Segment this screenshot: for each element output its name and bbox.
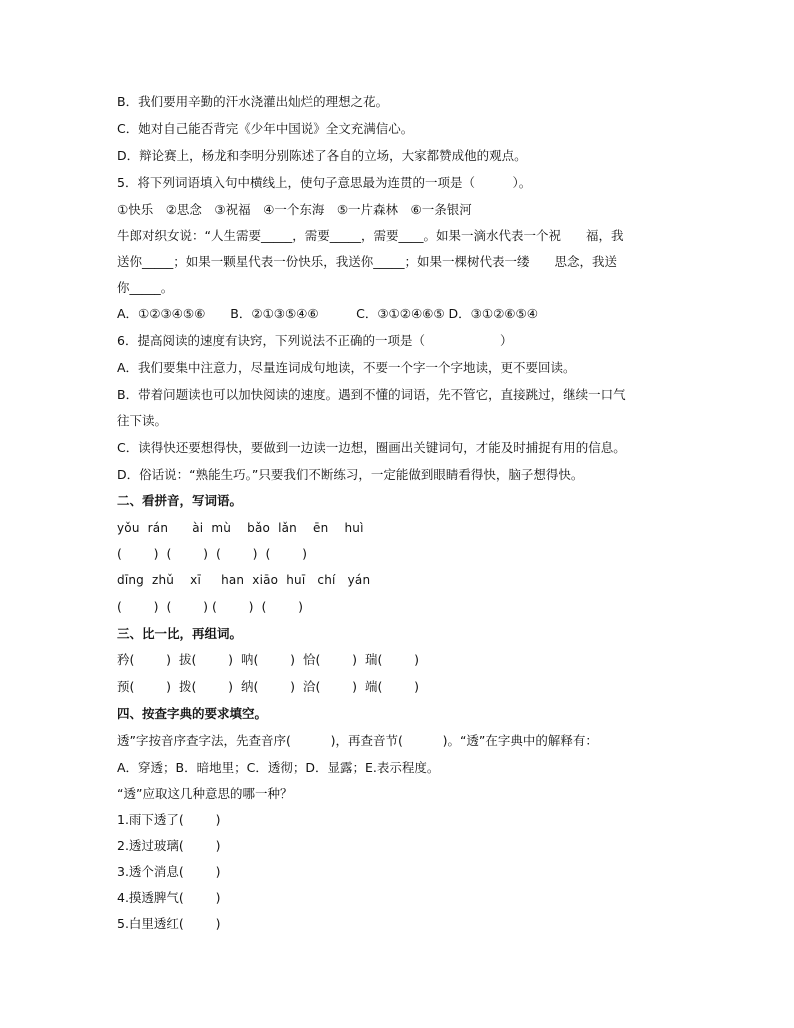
- q6-option-d: D．俗话说：“熟能生巧。”只要我们不断练习，一定能做到眼睛看得快，脑子想得快。: [117, 467, 584, 482]
- q5-passage-line-1: 牛郎对织女说：“人生需要_____，需要_____，需要____。如果一滴水代表一个祝 福，我: [117, 228, 624, 243]
- section-4-title: 四、按查字典的要求填空。: [117, 706, 268, 721]
- compare-row-1: 矜( ) 拔( ) 呐( ) 恰( ) 瑞( ): [117, 652, 419, 667]
- dictionary-question: “透”应取这几种意思的哪一种？: [117, 786, 293, 801]
- dictionary-instruction: 透”字按音序查字法，先查音序( )，再查音节( )。“透”在字典中的解释有：: [117, 733, 598, 748]
- q4-option-d: D．辩论赛上，杨龙和李明分别陈述了各自的立场，大家都赞成他的观点。: [117, 148, 527, 163]
- dictionary-meanings: A．穿透；B．暗地里；C．透彻；D．显露；E.表示程度。: [117, 760, 440, 775]
- q6-option-c: C．读得快还要想得快，要做到一边读一边想，圈画出关键词句，才能及时捕捉有用的信息。: [117, 440, 626, 455]
- q6-option-b-line-1: B．带着问题读也可以加快阅读的速度。遇到不懂的词语，先不管它，直接跳过，继续一口气: [117, 387, 626, 402]
- q4-option-c: C．她对自己能否背完《少年中国说》全文充满信心。: [117, 121, 414, 136]
- dictionary-item-2: 2.透过玻璃( ): [117, 838, 221, 853]
- q5-passage-line-3: 你_____。: [117, 280, 174, 295]
- q6-option-b-line-2: 往下读。: [117, 413, 168, 428]
- answer-brackets-row-1: ( ) ( ) ( ) ( ): [117, 546, 308, 561]
- q5-passage-line-2: 送你_____；如果一颗星代表一份快乐，我送你_____；如果一棵树代表一缕 思念，我送: [117, 254, 618, 269]
- q6-stem: 6．提高阅读的速度有诀窍，下列说法不正确的一项是（ ）: [117, 333, 513, 348]
- section-2-title: 二、看拼音，写词语。: [117, 493, 243, 508]
- section-3-title: 三、比一比，再组词。: [117, 626, 243, 641]
- q4-option-b: B．我们要用辛勤的汗水浇灌出灿烂的理想之花。: [117, 94, 389, 109]
- dictionary-item-3: 3.透个消息( ): [117, 864, 221, 879]
- dictionary-item-1: 1.雨下透了( ): [117, 812, 221, 827]
- q5-choices: A．①②③④⑤⑥ B．②①③⑤④⑥ C．③①②④⑥⑤ D．③①②⑥⑤④: [117, 306, 538, 321]
- pinyin-row-2: dīng zhǔ xī han xiāo huī chí yán: [117, 573, 371, 587]
- q5-words: ①快乐 ②思念 ③祝福 ④一个东海 ⑤一片森林 ⑥一条银河: [117, 202, 472, 217]
- dictionary-item-5: 5.白里透红( ): [117, 916, 221, 931]
- q6-option-a: A．我们要集中注意力，尽量连词成句地读，不要一个字一个字地读，更不要回读。: [117, 360, 576, 375]
- compare-row-2: 预( ) 拨( ) 纳( ) 洽( ) 端( ): [117, 679, 419, 694]
- answer-brackets-row-2: ( ) ( ) ( ) ( ): [117, 599, 304, 614]
- pinyin-row-1: yǒu rán ài mù bǎo lǎn ēn huì: [117, 521, 364, 535]
- dictionary-item-4: 4.摸透脾气( ): [117, 890, 221, 905]
- q5-stem: 5．将下列词语填入句中横线上，使句子意思最为连贯的一项是（ ）。: [117, 175, 532, 190]
